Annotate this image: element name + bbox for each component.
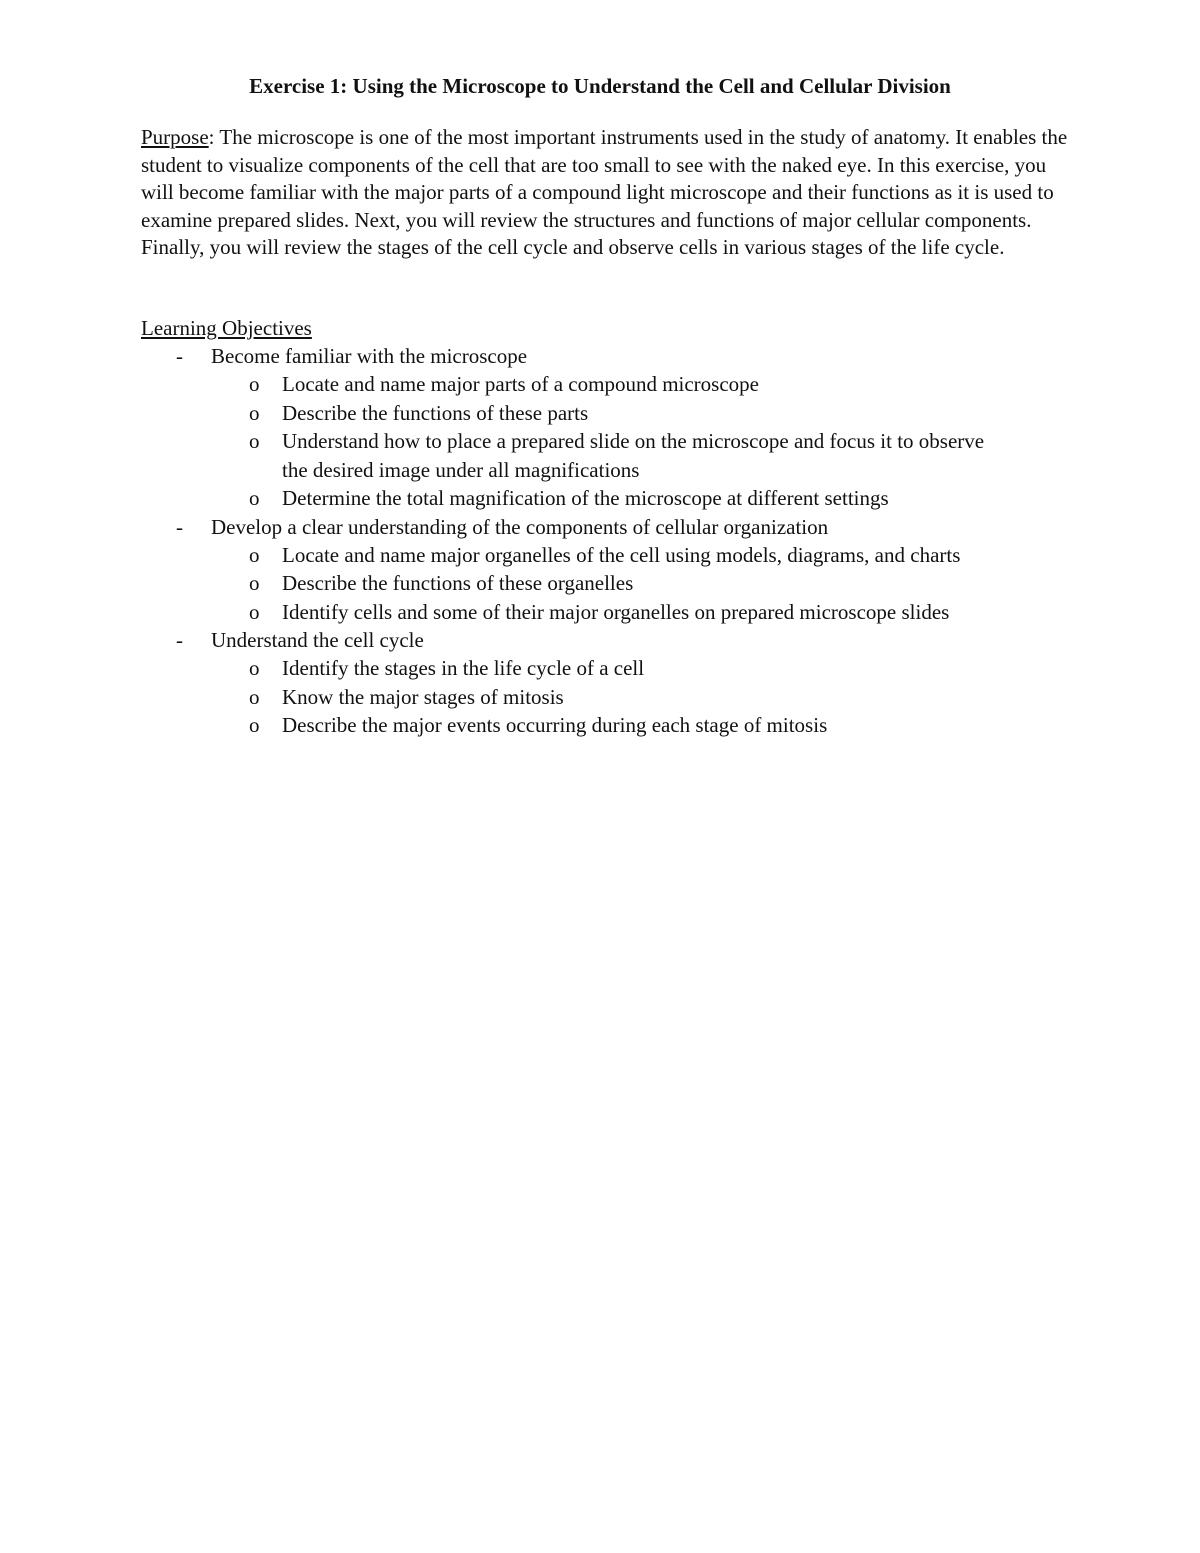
sub-objective-item	[0, 484, 1200, 513]
objective-text: Develop a clear understanding of the components of cellular organization	[211, 514, 829, 539]
sub-objectives-list	[0, 541, 1200, 627]
circle-bullet: o	[249, 372, 260, 396]
circle-bullet: o	[249, 429, 260, 453]
circle-bullet: o	[249, 571, 260, 595]
circle-bullet: o	[249, 542, 260, 567]
learning-objectives-heading: Learning Objectives	[141, 316, 312, 340]
sub-objective-text: Describe the functions of these organelles	[282, 571, 634, 595]
sub-objective-item	[0, 370, 1200, 399]
objective-item	[0, 626, 1200, 740]
objective-text: Understand the cell cycle	[211, 628, 424, 652]
circle-bullet: o	[249, 713, 260, 737]
sub-objective-text: Know the major stages of mitosis	[282, 684, 564, 709]
sub-objective-item	[0, 569, 1200, 598]
objective-text: Become familiar with the microscope	[211, 344, 528, 368]
learning-objectives-list	[0, 342, 1200, 740]
sub-objective-item	[0, 541, 1200, 570]
sub-objectives-list	[0, 370, 1200, 513]
sub-objective-item	[0, 427, 1200, 484]
circle-bullet: o	[249, 599, 260, 624]
purpose-paragraph	[141, 124, 1071, 262]
objective-item	[0, 342, 1200, 513]
sub-objective-text: Describe the major events occurring during each stage of mitosis	[282, 713, 828, 737]
sub-objective-item	[0, 654, 1200, 683]
sub-objective-item	[0, 598, 1200, 627]
sub-objective-text: Identify cells and some of their major organelles on prepared microscope slides	[282, 599, 950, 624]
circle-bullet: o	[249, 486, 260, 510]
dash-bullet: -	[176, 628, 183, 652]
purpose-separator: :	[208, 125, 215, 149]
sub-objective-item	[0, 683, 1200, 712]
sub-objective-text: Describe the functions of these parts	[282, 400, 589, 425]
circle-bullet: o	[249, 400, 260, 425]
document-title: Exercise 1: Using the Microscope to Understand the Cell and Cellular Division	[249, 74, 951, 98]
objective-item	[0, 513, 1200, 627]
sub-objective-text: Identify the stages in the life cycle of a cell	[282, 656, 645, 680]
sub-objective-text: Understand how to place a prepared slide on the microscope and focus it to observe the desired image under all magnifications	[282, 429, 985, 482]
dash-bullet: -	[176, 344, 183, 368]
purpose-text: The microscope is one of the most important instruments used in the study of anatomy. It enables the student to visualize components of the cell that are too small to see with the naked eye. In this exercise, you will become familiar with the major parts of a compound light microscope and their functions as it is used to examine prepared slides. Next, you will review the structures and functions of major cellular components. Finally, you will review the stages of the cell cycle and observe cells in various stages of the life cycle.	[141, 125, 1068, 259]
dash-bullet: -	[176, 514, 183, 539]
circle-bullet: o	[249, 656, 260, 680]
purpose-label: Purpose	[141, 125, 209, 149]
sub-objective-item	[0, 711, 1200, 740]
sub-objective-text: Locate and name major parts of a compound microscope	[282, 372, 759, 396]
sub-objectives-list	[0, 654, 1200, 740]
sub-objective-text: Locate and name major organelles of the cell using models, diagrams, and charts	[282, 542, 961, 567]
sub-objective-item	[0, 399, 1200, 428]
sub-objective-text: Determine the total magnification of the microscope at different settings	[282, 486, 889, 510]
circle-bullet: o	[249, 684, 260, 709]
